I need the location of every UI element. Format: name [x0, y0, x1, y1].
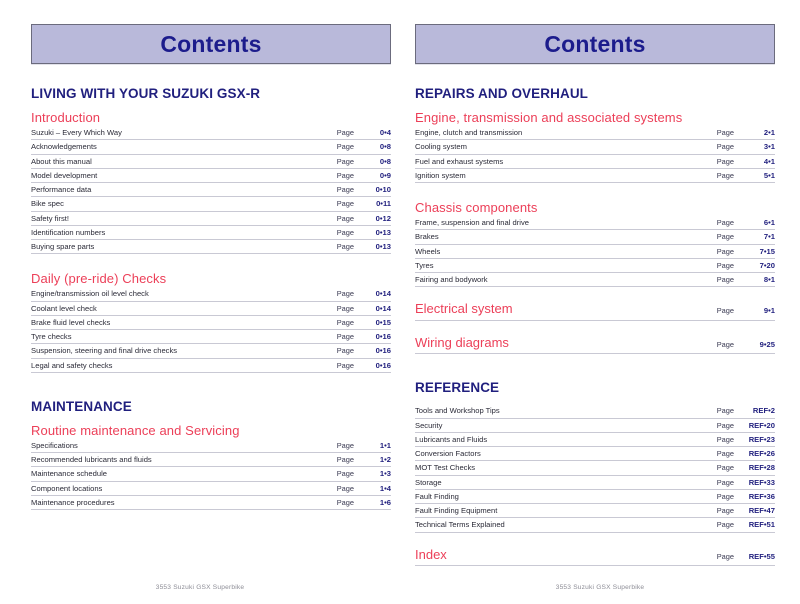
entry-page-number: 0•16: [375, 346, 391, 356]
entry-page-label: Page: [716, 449, 734, 459]
spacer: [415, 321, 775, 331]
contents-entry[interactable]: [31, 482, 391, 496]
entry-title: Acknowledgements: [31, 142, 97, 152]
entry-page-number: 2•1: [763, 128, 775, 137]
contents-entry[interactable]: [31, 169, 391, 183]
section-heading: REPAIRS AND OVERHAUL: [415, 86, 589, 101]
entry-page-label: Page: [716, 275, 734, 284]
entry-page-label: Page: [716, 406, 734, 416]
entry-page-label: Page: [336, 346, 354, 356]
entry-title: Maintenance schedule: [31, 469, 107, 479]
entry-page-number: REF•51: [748, 520, 775, 530]
entry-title: Recommended lubricants and fluids: [31, 455, 152, 464]
entry-title: Security: [415, 420, 443, 430]
subsection-heading: Introduction: [31, 110, 101, 125]
entry-title: Fairing and bodywork: [415, 275, 488, 284]
contents-entry[interactable]: [415, 169, 775, 183]
entry-page-number: 0•4: [379, 128, 391, 137]
entry-title: Maintenance procedures: [31, 497, 115, 507]
entry-title: Brakes: [415, 232, 439, 242]
contents-group: [415, 404, 775, 532]
contents-entry[interactable]: [31, 344, 391, 358]
contents-entry[interactable]: [415, 273, 775, 287]
entry-page-number: 0•10: [375, 185, 391, 194]
contents-entry[interactable]: [415, 504, 775, 518]
contents-entry[interactable]: [415, 216, 775, 230]
entry-page-label: Page: [336, 483, 354, 493]
entry-title: Tools and Workshop Tips: [415, 406, 500, 416]
entry-title: Tyres: [415, 260, 434, 270]
entry-page-number: REF•47: [748, 506, 775, 516]
left-page-footer: 3553 Suzuki GSX Superbike: [155, 584, 245, 591]
entry-page-number: 0•13: [375, 242, 391, 251]
right-page-content: [415, 64, 775, 566]
right-banner-title: Contents: [544, 30, 646, 57]
contents-entry[interactable]: [415, 419, 775, 433]
contents-entry[interactable]: [31, 155, 391, 169]
contents-entry[interactable]: [415, 447, 775, 461]
entry-title: Legal and safety checks: [31, 360, 113, 370]
entry-page-number: REF•23: [748, 434, 775, 444]
entry-page-number: 0•9: [379, 170, 391, 180]
entry-title: About this manual: [31, 156, 92, 166]
entry-page-number: REF•28: [748, 463, 775, 473]
entry-page-label: Page: [336, 227, 354, 237]
entry-title: Specifications: [31, 440, 78, 450]
contents-entry[interactable]: [31, 439, 391, 453]
entry-page-label: Page: [716, 170, 734, 180]
subsection-heading: Chassis components: [415, 200, 538, 215]
entry-title: Technical Terms Explained: [415, 520, 505, 530]
contents-entry[interactable]: [415, 126, 775, 140]
entry-title: Lubricants and Fluids: [415, 434, 488, 444]
contents-entry[interactable]: [31, 226, 391, 240]
entry-page-number: 0•11: [376, 199, 391, 209]
entry-page-label: Page: [716, 232, 734, 242]
entry-page-label: Page: [716, 420, 734, 430]
contents-entry[interactable]: [415, 433, 775, 447]
contents-group: [415, 110, 775, 183]
entry-page-label: Page: [716, 463, 734, 473]
entry-page-label: Page: [336, 440, 354, 450]
spacer: [415, 287, 775, 297]
entry-title: Wheels: [415, 246, 441, 256]
entry-title: Coolant level check: [31, 303, 97, 313]
entry-title: Suzuki – Every Which Way: [31, 128, 122, 137]
entry-page-label: Page: [336, 185, 354, 194]
entry-page-label: Page: [336, 497, 354, 507]
contents-entry[interactable]: [31, 212, 391, 226]
entry-page-number: REF•20: [748, 420, 775, 430]
entry-title: Identification numbers: [31, 227, 106, 237]
contents-entry[interactable]: [415, 230, 775, 244]
entry-title: Index: [415, 546, 447, 562]
entry-page-number: 7•1: [763, 232, 775, 242]
entry-title: Component locations: [31, 483, 103, 493]
contents-entry[interactable]: [31, 140, 391, 154]
contents-entry[interactable]: [415, 461, 775, 475]
entry-page-number: 0•16: [375, 360, 391, 370]
entry-title: Brake fluid level checks: [31, 317, 111, 327]
entry-title: Suspension, steering and final drive checks: [31, 346, 178, 356]
entry-title: Engine, clutch and transmission: [415, 128, 523, 137]
contents-entry[interactable]: [31, 496, 391, 510]
entry-page-number: 7•20: [759, 260, 775, 270]
subsection-heading: Engine, transmission and associated systems: [415, 110, 683, 125]
contents-group: [31, 271, 391, 373]
entry-page-number: 8•1: [763, 275, 775, 284]
contents-entry-major[interactable]: [415, 297, 775, 321]
entry-page-number: 1•3: [379, 469, 391, 479]
entry-title: Tyre checks: [31, 332, 72, 341]
entry-page-number: 1•4: [379, 483, 391, 493]
entry-page-number: 0•14: [375, 289, 391, 299]
entry-page-label: Page: [336, 332, 354, 341]
entry-page-number: REF•36: [748, 491, 775, 501]
left-page-content: [31, 64, 391, 510]
entry-page-label: Page: [336, 170, 354, 180]
entry-page-number: 0•15: [375, 317, 391, 327]
entry-page-number: REF•33: [748, 477, 775, 487]
entry-page-label: Page: [336, 317, 354, 327]
entry-page-number: 1•1: [379, 440, 391, 450]
entry-page-number: 9•25: [759, 339, 775, 349]
entry-title: Cooling system: [415, 142, 467, 152]
entry-page-label: Page: [716, 156, 734, 166]
contents-entry-major[interactable]: [415, 331, 775, 355]
entry-page-number: REF•26: [748, 449, 775, 459]
entry-page-label: Page: [716, 260, 734, 270]
entry-title: Engine/transmission oil level check: [31, 289, 149, 299]
entry-title: Wiring diagrams: [415, 334, 509, 350]
entry-page-label: Page: [716, 246, 734, 256]
entry-page-label: Page: [716, 491, 734, 501]
entry-page-label: Page: [336, 289, 354, 299]
entry-page-label: Page: [336, 469, 354, 479]
subsection-heading: Daily (pre-ride) Checks: [31, 271, 167, 287]
entry-page-label: Page: [716, 218, 734, 227]
contents-entry[interactable]: [415, 518, 775, 532]
entry-page-number: 0•8: [379, 156, 391, 166]
entry-page-number: 0•14: [375, 303, 391, 313]
contents-entry[interactable]: [415, 140, 775, 154]
entry-page-number: REF•55: [748, 551, 775, 561]
contents-entry-major[interactable]: [415, 543, 775, 567]
entry-page-label: Page: [716, 128, 734, 137]
entry-page-label: Page: [336, 213, 354, 223]
entry-page-number: 7•15: [759, 246, 775, 256]
entry-title: Ignition system: [415, 170, 466, 180]
entry-title: MOT Test Checks: [415, 463, 476, 473]
right-page: [400, 0, 800, 604]
contents-entry[interactable]: [31, 316, 391, 330]
spacer: [415, 533, 775, 543]
entry-page-number: 0•12: [375, 213, 391, 223]
entry-page-label: Page: [336, 303, 354, 313]
contents-group: [415, 200, 775, 287]
entry-page-label: Page: [716, 434, 734, 444]
entry-page-label: Page: [336, 128, 354, 137]
entry-page-number: 3•1: [763, 142, 775, 152]
entry-title: Model development: [31, 170, 98, 180]
entry-page-number: 5•1: [763, 170, 775, 180]
left-contents-banner: [31, 24, 391, 64]
contents-entry[interactable]: [31, 453, 391, 467]
entry-title: Fault Finding: [415, 491, 459, 501]
contents-entry[interactable]: [415, 259, 775, 273]
contents-entry[interactable]: [31, 126, 391, 140]
contents-entry[interactable]: [415, 490, 775, 504]
entry-page-label: Page: [716, 551, 734, 561]
entry-page-label: Page: [716, 142, 734, 152]
entry-title: Electrical system: [415, 301, 513, 317]
entry-page-label: Page: [716, 339, 734, 349]
right-contents-banner: [415, 24, 775, 64]
section-heading: MAINTENANCE: [31, 398, 132, 414]
entry-title: Bike spec: [31, 199, 64, 209]
entry-page-label: Page: [336, 142, 354, 152]
contents-entry[interactable]: [31, 287, 391, 301]
contents-entry[interactable]: [31, 183, 391, 197]
entry-title: Fault Finding Equipment: [415, 506, 498, 516]
section-heading: LIVING WITH YOUR SUZUKI GSX-R: [31, 86, 261, 101]
entry-page-number: 9•1: [763, 306, 775, 316]
contents-entry[interactable]: [415, 404, 775, 418]
contents-group: [31, 110, 391, 254]
entry-title: Fuel and exhaust systems: [415, 156, 504, 166]
entry-title: Storage: [415, 477, 442, 487]
entry-title: Frame, suspension and final drive: [415, 218, 529, 227]
entry-page-label: Page: [336, 455, 354, 464]
contents-entry[interactable]: [415, 245, 775, 259]
entry-page-number: REF•2: [752, 406, 775, 416]
contents-entry[interactable]: [415, 155, 775, 169]
entry-title: Conversion Factors: [415, 449, 481, 459]
contents-group: [31, 423, 391, 510]
entry-page-number: 0•13: [375, 227, 391, 237]
entry-page-number: 1•2: [379, 455, 391, 464]
entry-page-number: 0•16: [375, 332, 391, 341]
right-page-footer: 3553 Suzuki GSX Superbike: [555, 584, 645, 591]
section-heading: REFERENCE: [415, 380, 500, 396]
contents-entry[interactable]: [31, 240, 391, 254]
entry-page-label: Page: [336, 156, 354, 166]
contents-entry[interactable]: [31, 197, 391, 211]
contents-entry[interactable]: [31, 302, 391, 316]
contents-entry[interactable]: [31, 467, 391, 481]
subsection-heading: Routine maintenance and Servicing: [31, 422, 240, 438]
entry-page-label: Page: [716, 506, 734, 516]
contents-entry[interactable]: [31, 359, 391, 373]
contents-entry[interactable]: [31, 330, 391, 344]
left-banner-title: Contents: [160, 30, 262, 57]
entry-page-label: Page: [336, 242, 354, 251]
entry-title: Safety first!: [31, 213, 69, 223]
entry-page-label: Page: [336, 360, 354, 370]
entry-title: Performance data: [31, 185, 92, 194]
entry-page-number: 0•8: [379, 142, 391, 152]
contents-entry[interactable]: [415, 476, 775, 490]
entry-page-label: Page: [716, 520, 734, 530]
entry-page-number: 1•6: [379, 497, 391, 507]
entry-page-label: Page: [716, 477, 734, 487]
entry-page-label: Page: [716, 306, 734, 316]
entry-page-number: 6•1: [763, 218, 775, 227]
entry-page-number: 4•1: [763, 156, 775, 166]
entry-title: Buying spare parts: [31, 242, 95, 251]
entry-page-label: Page: [336, 199, 354, 209]
